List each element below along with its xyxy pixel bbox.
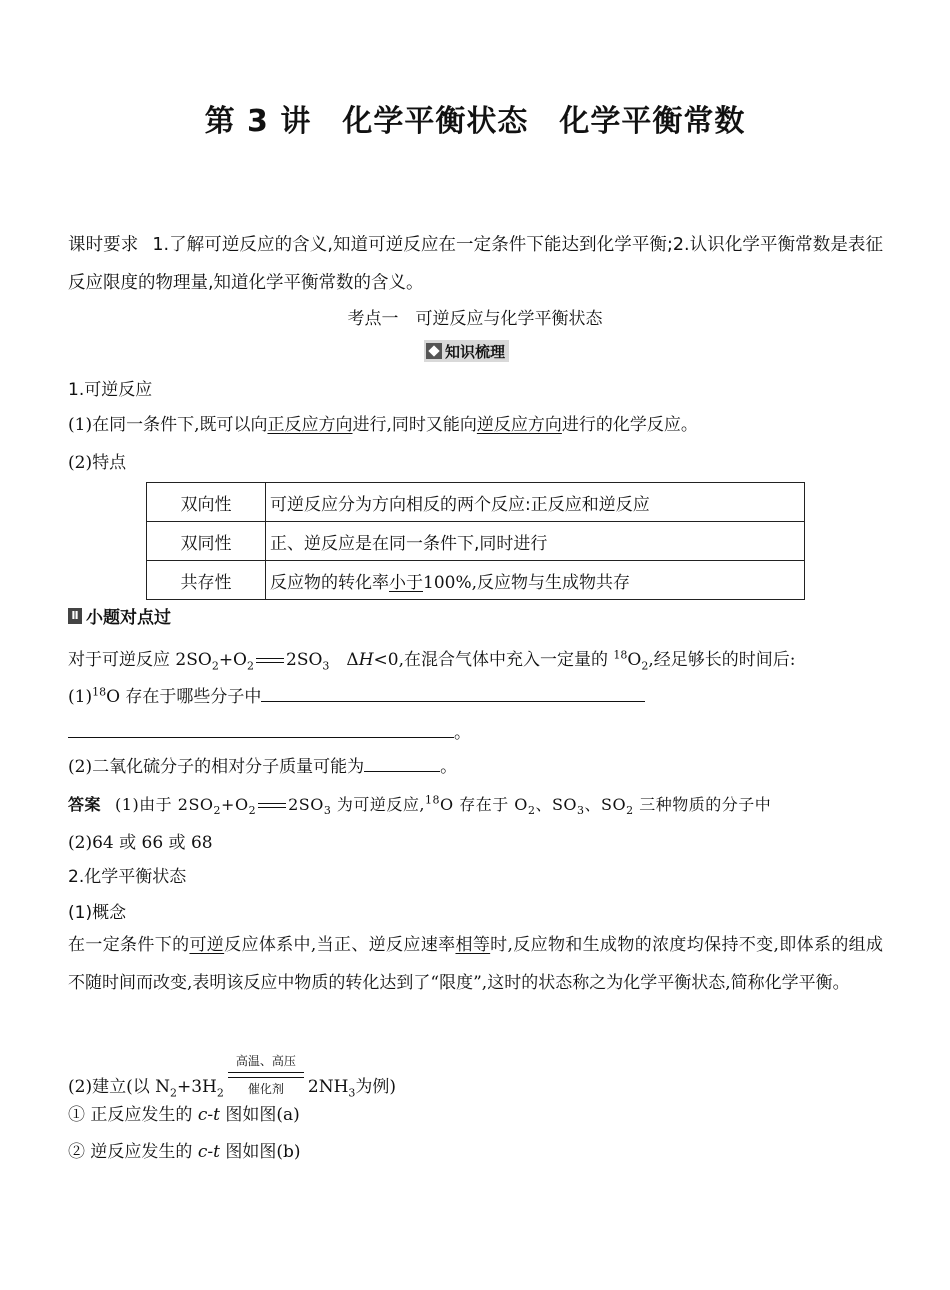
text: <0,在混合气体中充入一定量的 xyxy=(373,650,614,670)
italic-text: c-t xyxy=(197,1142,220,1162)
text: O 存在于哪些分子中 xyxy=(106,687,262,707)
feature-name: 共存性 xyxy=(147,561,266,600)
quiz-label: 小题对点过 xyxy=(86,608,171,628)
quiz-stem xyxy=(68,645,795,672)
underlined-text: 正反应方向 xyxy=(267,415,353,435)
equilibrium-arrow-icon xyxy=(256,656,284,666)
superscript: 18 xyxy=(613,648,628,662)
lesson-requirements xyxy=(68,226,883,302)
text: ,经足够长的时间后: xyxy=(648,650,796,670)
subscript: 2 xyxy=(626,804,634,818)
question-1 xyxy=(68,682,645,707)
text: 、SO xyxy=(584,795,627,814)
feature-name: 双向性 xyxy=(147,483,266,522)
text: +3H xyxy=(177,1077,217,1097)
text: ① 正反应发生的 xyxy=(68,1105,198,1125)
subscript: 2 xyxy=(170,1086,177,1100)
list-item xyxy=(68,1137,300,1162)
subscript: 2 xyxy=(641,659,649,673)
text: (1)在同一条件下,既可以向 xyxy=(68,415,268,435)
text: 进行,同时又能向 xyxy=(352,415,477,435)
equilibrium-arrow-icon xyxy=(258,801,286,811)
text: 2SO xyxy=(286,650,323,670)
answer-2: (2)64 或 66 或 68 xyxy=(68,833,213,853)
subscript: 2 xyxy=(216,1086,224,1100)
text: +O xyxy=(218,650,247,670)
text: 。 xyxy=(454,723,471,743)
condition-bottom: 催化剂 xyxy=(247,1082,284,1096)
list-item xyxy=(68,1100,300,1125)
features-table xyxy=(146,482,805,600)
underlined-text: 小于 xyxy=(389,572,423,593)
text: (2)二氧化硫分子的相对分子质量可能为 xyxy=(68,757,365,777)
text: O 存在于 O xyxy=(440,795,528,814)
text: 。 xyxy=(440,757,458,777)
features-label: (2)特点 xyxy=(68,453,127,473)
subscript: 3 xyxy=(577,804,585,818)
subscript: 2 xyxy=(248,804,257,818)
table-row xyxy=(147,561,805,600)
table-row xyxy=(147,483,805,522)
text: 三种物质的分子中 xyxy=(633,795,772,814)
badge-label: 知识梳理 xyxy=(445,342,506,361)
text: 反应体系中,当正、逆反应速率 xyxy=(224,935,456,955)
subscript: 2 xyxy=(527,804,536,818)
subscript: 2 xyxy=(213,804,222,818)
section-title: 考点一 可逆反应与化学平衡状态 xyxy=(347,309,603,329)
answer-blank[interactable] xyxy=(68,721,454,738)
italic-text: H xyxy=(358,650,374,670)
answer-line xyxy=(68,792,771,817)
subscript: 3 xyxy=(348,1086,356,1100)
question-1-continued xyxy=(68,718,471,743)
text: 图如图(b) xyxy=(219,1142,301,1162)
underlined-text: 相等 xyxy=(455,935,491,955)
text: 图如图(a) xyxy=(219,1105,300,1125)
condition-top: 高温、高压 xyxy=(235,1054,296,1068)
requirements-text: 1.了解可逆反应的含义,知道可逆反应在一定条件下能达到化学平衡;2.认识化学平衡常数是表征反应限度的物理量,知道化学平衡常数的含义。 xyxy=(68,235,883,293)
italic-text: c-t xyxy=(197,1105,220,1125)
establish-line xyxy=(68,1054,397,1100)
definition-line xyxy=(68,410,698,435)
feature-desc: 可逆反应分为方向相反的两个反应:正反应和逆反应 xyxy=(266,483,805,522)
question-2 xyxy=(68,752,457,777)
feature-name: 双同性 xyxy=(147,522,266,561)
requirements-label: 课时要求 xyxy=(68,235,139,255)
underlined-text: 可逆 xyxy=(189,935,225,955)
subscript: 2 xyxy=(211,659,219,673)
answer-blank[interactable] xyxy=(261,685,645,702)
text: 100%,反应物与生成物共存 xyxy=(423,572,631,593)
concept-label: (1)概念 xyxy=(68,903,127,923)
concept-paragraph xyxy=(68,926,883,1002)
text: 反应物的转化率 xyxy=(270,572,389,593)
reaction-conditions-arrow xyxy=(228,1054,304,1098)
page-title: 第 3 讲 化学平衡状态 化学平衡常数 xyxy=(204,104,746,139)
text: 2NH xyxy=(307,1077,349,1097)
text: 时,反应物和生成物的浓度均保持不变,即体系的组成不随时间而改变,表明该反应中物质的转化达到了“限度”,这时的状态称之为化学平衡状态,简称化学平衡。 xyxy=(68,935,884,993)
text: O xyxy=(627,650,642,670)
text: 在一定条件下的 xyxy=(68,935,190,955)
text: (1) xyxy=(68,687,93,707)
text: 进行的化学反应。 xyxy=(561,415,698,435)
heading-reversible: 1.可逆反应 xyxy=(68,380,153,400)
diamond-icon xyxy=(426,343,442,359)
subscript: 2 xyxy=(247,659,254,673)
text: 2SO xyxy=(288,795,324,814)
superscript: 18 xyxy=(92,685,107,699)
quiz-icon: Ⅱ xyxy=(68,608,82,624)
text: 、SO xyxy=(535,795,578,814)
feature-desc: 正、逆反应是在同一条件下,同时进行 xyxy=(266,522,805,561)
table-row xyxy=(147,522,805,561)
quiz-heading xyxy=(68,603,171,628)
subscript: 3 xyxy=(323,804,332,818)
text: +O xyxy=(221,795,249,814)
text: 为例) xyxy=(355,1077,397,1097)
heading-equilibrium: 2.化学平衡状态 xyxy=(68,867,187,887)
answer-label: 答案 xyxy=(68,795,102,814)
underlined-text: 逆反应方向 xyxy=(476,415,562,435)
knowledge-badge xyxy=(424,340,509,362)
subscript: 3 xyxy=(322,659,330,673)
feature-desc xyxy=(266,561,805,600)
text: 为可逆反应, xyxy=(331,795,426,814)
text: (1)由于 2SO xyxy=(115,795,214,814)
text: Δ xyxy=(329,650,359,670)
text: (2)建立(以 N xyxy=(68,1077,170,1097)
text: 对于可逆反应 2SO xyxy=(68,650,212,670)
superscript: 18 xyxy=(425,793,441,807)
answer-blank[interactable] xyxy=(364,755,440,772)
text: ② 逆反应发生的 xyxy=(68,1142,198,1162)
